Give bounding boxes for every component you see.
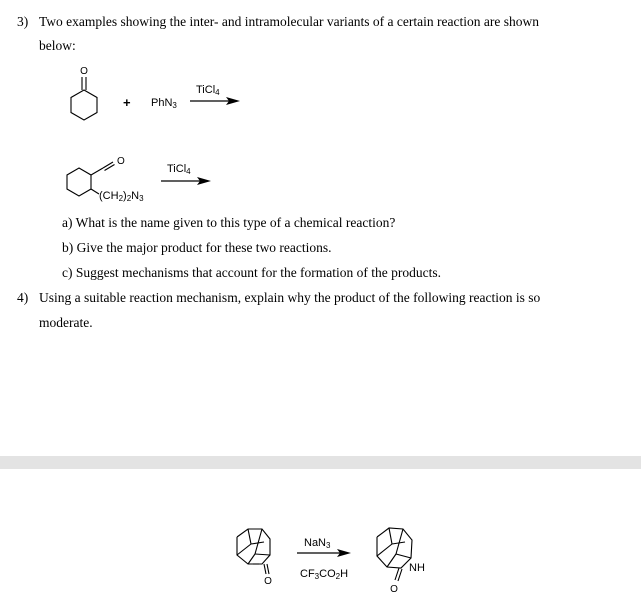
question-3-part-b: b) Give the major product for these two reactions. — [62, 240, 332, 255]
question-3-number: 3) — [17, 14, 29, 29]
reaction-2-catalyst-label: TiCl$_4$ — [167, 163, 191, 176]
carbonyl-oxygen-label: O — [80, 66, 88, 77]
sodium-azide-label: NaN$_3$ — [304, 537, 331, 550]
phenyl-azide-label: PhN$_3$ — [151, 97, 177, 110]
question-3-line-1: Two examples showing the inter- and intramolecular variants of a certain reaction are shown — [39, 14, 539, 29]
lactam-oxygen-label: O — [390, 584, 398, 592]
reaction-1-arrow — [190, 96, 242, 106]
question-4-number: 4) — [17, 290, 29, 305]
plus-sign: + — [123, 95, 131, 110]
azahomoadamantanone-lactam-structure — [368, 520, 428, 592]
ketone-oxygen-label: O — [117, 156, 125, 167]
question-4-line-1: Using a suitable reaction mechanism, explain why the product of the following reaction is so — [39, 290, 541, 305]
trifluoroacetic-acid-label: $CF_3CO_2H$ — [300, 568, 349, 581]
reaction-1-catalyst-label: TiCl$_4$ — [196, 84, 220, 97]
lactam-nh-label: NH — [409, 562, 425, 574]
cyclohexanone-structure — [60, 60, 110, 126]
question-3-line-2: below: — [39, 38, 76, 53]
reaction-3-arrow — [297, 548, 353, 558]
question-3-part-c: c) Suggest mechanisms that account for the formation of the products. — [62, 265, 442, 280]
reaction-2-arrow — [161, 176, 213, 186]
question-4-line-2: moderate. — [39, 315, 93, 330]
adamantanone-oxygen-label: O — [264, 576, 272, 587]
page-break-separator — [0, 456, 641, 469]
adamantanone-structure — [228, 520, 280, 592]
question-3-part-a: a) What is the name given to this type of a chemical reaction? — [62, 215, 396, 230]
azidoethyl-chain-label: $(CH_2)_2N_3$ — [99, 190, 144, 203]
